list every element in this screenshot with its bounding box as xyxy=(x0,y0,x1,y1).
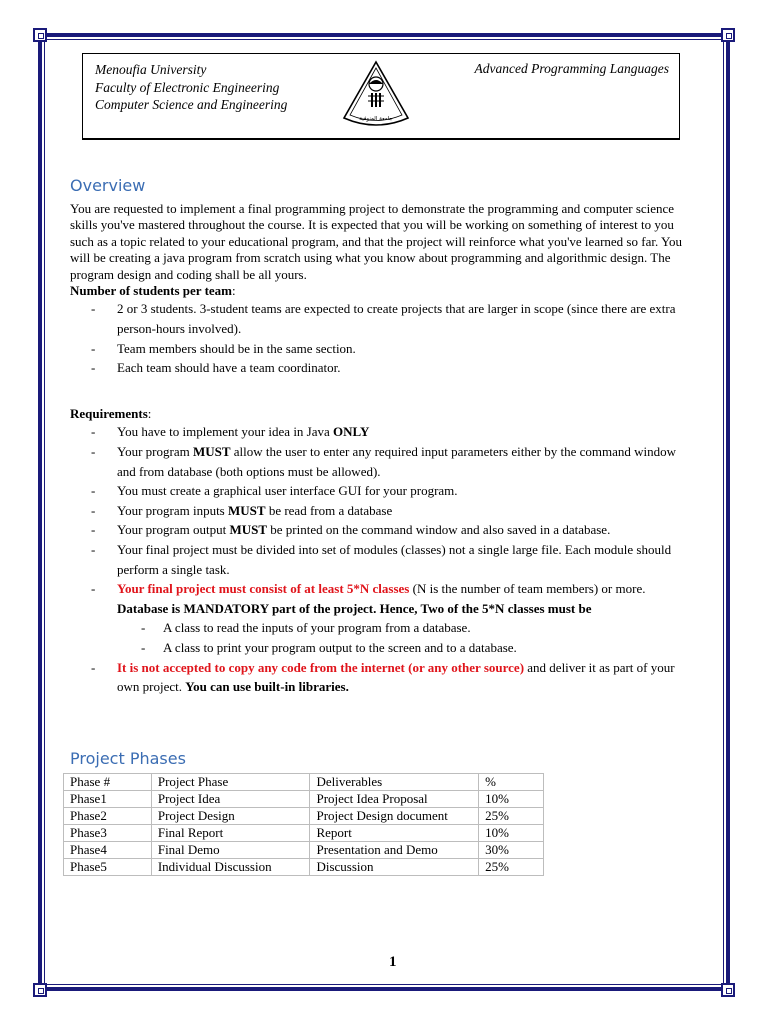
course-title: Advanced Programming Languages xyxy=(474,61,669,76)
table-cell: Phase2 xyxy=(64,808,152,825)
column-header: Phase # xyxy=(64,774,152,791)
column-header: Deliverables xyxy=(310,774,479,791)
column-header: Project Phase xyxy=(151,774,310,791)
list-item: - Your program output MUST be printed on the command window and also saved in a database. xyxy=(70,520,698,540)
table-cell: 25% xyxy=(479,859,544,876)
requirements-label: Requirements: xyxy=(70,406,152,421)
overview-heading: Overview xyxy=(70,176,146,195)
list-item: - Your final project must be divided into set of modules (classes) not a single large file. Each module should perform a single task. xyxy=(70,540,698,579)
table-header-row xyxy=(64,774,544,791)
list-item: - Your final project must consist of at least 5*N classes (N is the number of team members) or more. Database is MANDATORY part of the project. Hence, Two of the 5*N classes must be xyxy=(70,579,698,618)
table-cell: Discussion xyxy=(310,859,479,876)
requirements-list xyxy=(70,422,698,618)
column-header: % xyxy=(479,774,544,791)
table-cell: Final Demo xyxy=(151,842,310,859)
table-cell: Phase3 xyxy=(64,825,152,842)
phases-heading: Project Phases xyxy=(70,749,186,768)
list-item: - You have to implement your idea in Java ONLY xyxy=(70,422,698,442)
list-item: - It is not accepted to copy any code from the internet (or any other source) and deliver it as part of your own project. You can use built-in libraries. xyxy=(70,658,698,697)
overview-section xyxy=(70,201,698,378)
table-row xyxy=(64,808,544,825)
department-name: Computer Science and Engineering xyxy=(95,97,288,112)
list-item: - Each team should have a team coordinator. xyxy=(70,358,698,378)
border-corner-ornament xyxy=(33,983,47,997)
table-cell: 30% xyxy=(479,842,544,859)
students-list xyxy=(70,299,698,377)
students-label: Number of students per team: xyxy=(70,283,236,299)
list-item: - A class to print your program output to the screen and to a database. xyxy=(70,638,698,658)
table-cell: 10% xyxy=(479,791,544,808)
institution-block xyxy=(95,61,287,114)
border-corner-ornament xyxy=(721,28,735,42)
requirements-section xyxy=(70,406,698,697)
requirements-list-continued xyxy=(70,658,698,697)
table-row xyxy=(64,842,544,859)
table-cell: Final Report xyxy=(151,825,310,842)
list-item: - Your program inputs MUST be read from a database xyxy=(70,501,698,521)
table-cell: Phase4 xyxy=(64,842,152,859)
table-cell: 25% xyxy=(479,808,544,825)
table-row xyxy=(64,859,544,876)
table-cell: Project Idea Proposal xyxy=(310,791,479,808)
table-cell: Project Design document xyxy=(310,808,479,825)
university-name: Menoufia University xyxy=(95,62,207,77)
table-cell: 10% xyxy=(479,825,544,842)
table-row xyxy=(64,825,544,842)
border-corner-ornament xyxy=(33,28,47,42)
table-row xyxy=(64,791,544,808)
table-cell: Phase5 xyxy=(64,859,152,876)
phases-table xyxy=(63,773,544,876)
class-requirements-sublist xyxy=(70,618,698,657)
svg-text:جامعة المنوفية: جامعة المنوفية xyxy=(359,116,393,122)
table-cell: Project Idea xyxy=(151,791,310,808)
page-number: 1 xyxy=(389,954,397,970)
list-item: - A class to read the inputs of your program from a database. xyxy=(70,618,698,638)
table-cell: Presentation and Demo xyxy=(310,842,479,859)
table-cell: Phase1 xyxy=(64,791,152,808)
table-cell: Project Design xyxy=(151,808,310,825)
list-item: - You must create a graphical user interface GUI for your program. xyxy=(70,481,698,501)
table-cell: Report xyxy=(310,825,479,842)
list-item: - Your program MUST allow the user to enter any required input parameters either by the command window and from database (both options must be allowed). xyxy=(70,442,698,481)
overview-paragraph: You are requested to implement a final programming project to demonstrate the programming and computer science skills you've mastered throughout the course. It is expected that you will be working on something of interest to you such as a topic related to your educational program, and that the project will reinforce what you've learned so far. You will be creating a java program from scratch using what you know about programming and algorithmic design. The program design and coding shall be all yours. xyxy=(70,201,683,282)
table-cell: Individual Discussion xyxy=(151,859,310,876)
list-item: - 2 or 3 students. 3-student teams are expected to create projects that are larger in scope (since there are extra person-hours involved). xyxy=(70,299,698,338)
document-header xyxy=(82,53,680,140)
list-item: - Team members should be in the same section. xyxy=(70,339,698,359)
faculty-name: Faculty of Electronic Engineering xyxy=(95,79,280,95)
border-corner-ornament xyxy=(721,983,735,997)
university-logo xyxy=(341,60,411,130)
